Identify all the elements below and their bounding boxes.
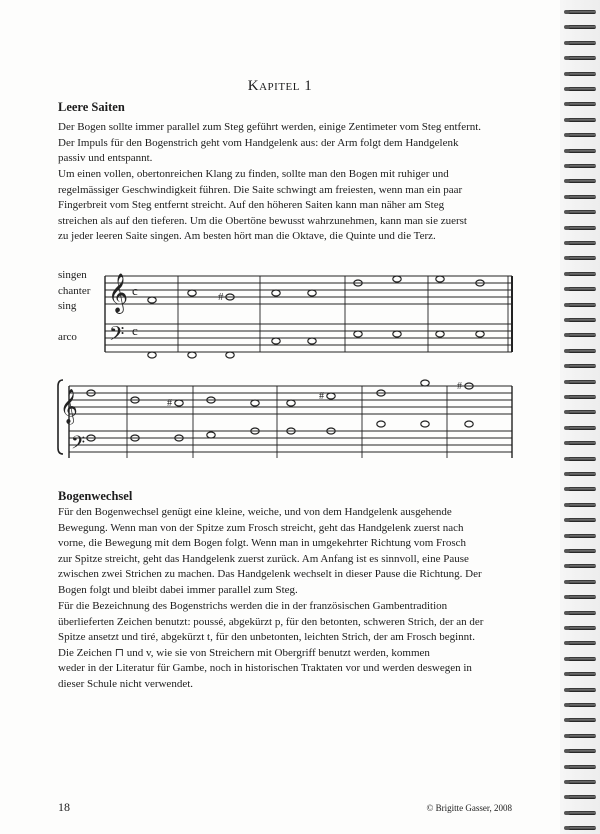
treble-clef-8-icon: 𝄞 — [60, 389, 78, 424]
spiral-ring — [566, 303, 596, 307]
spiral-ring — [566, 503, 596, 507]
text-line: dieser Schule nicht verwendet. — [58, 677, 194, 690]
spiral-ring — [566, 749, 596, 753]
spiral-ring — [566, 333, 596, 337]
spiral-ring — [566, 133, 596, 137]
spiral-ring — [566, 349, 596, 353]
spiral-ring — [566, 472, 596, 476]
label-singen: singen — [58, 269, 87, 281]
spiral-ring — [566, 102, 596, 106]
text-line: zur Spitze streicht, geht das Handgelenk zuerst zurück. Am Anfang ist es sinnvoll, eine Pause — [58, 552, 469, 565]
spiral-ring — [566, 364, 596, 368]
text-line: Um einen vollen, obertonreichen Klang zu finden, sollte man den Bogen mit ruhiger und — [58, 168, 449, 180]
spiral-ring — [566, 10, 596, 14]
spiral-binding — [560, 0, 600, 834]
spiral-ring — [566, 195, 596, 199]
spiral-ring — [566, 72, 596, 76]
text-line: Der Impuls für den Bogenstrich geht vom Handgelenk aus: der Arm folgt dem Handgelenk — [58, 136, 459, 149]
spiral-ring — [566, 487, 596, 491]
svg-text:#: # — [218, 291, 224, 303]
spiral-ring — [566, 641, 596, 645]
spiral-ring — [566, 41, 596, 45]
spiral-ring — [566, 734, 596, 738]
spiral-ring — [566, 241, 596, 245]
music-system-2 — [55, 376, 520, 458]
section-heading-bogenwechsel: Bogenwechsel — [58, 489, 133, 503]
text-line: streichen als auf den tieferen. Um die Obertöne bewusst wahrzunehmen, kann man sie zuerst — [58, 214, 467, 227]
spiral-ring — [566, 149, 596, 153]
text-line: weder in der Literatur für Gambe, noch in historischen Traktaten vor und werden deswegen in — [58, 662, 472, 675]
spiral-ring — [566, 118, 596, 122]
spiral-ring — [566, 703, 596, 707]
text-line: Für die Bezeichnung des Bogenstrichs werden die in der französischen Gambentradition — [58, 600, 448, 612]
label-arco: arco — [58, 331, 77, 343]
spiral-ring — [566, 626, 596, 630]
spiral-ring — [566, 210, 596, 214]
text-line: überlieferten Zeichen benutzt: poussé, abgekürzt p, für den betonten, schweren Strich, der an der — [58, 615, 484, 628]
page-number: 18 — [58, 800, 70, 814]
spiral-ring — [566, 318, 596, 322]
spiral-ring — [566, 826, 596, 830]
bass-clef-icon: 𝄢 — [71, 433, 86, 458]
spiral-ring — [566, 287, 596, 291]
spiral-ring — [566, 164, 596, 168]
spiral-ring — [566, 672, 596, 676]
text-line: Die Zeichen ⊓ und v, wie sie von Streichern mit Obergriff benutzt werden, kommen — [58, 646, 430, 659]
text-line: passiv und entspannt. — [58, 152, 153, 165]
bass-clef-icon: 𝄢 — [109, 322, 125, 350]
svg-text:c: c — [132, 283, 138, 298]
spiral-ring — [566, 395, 596, 399]
svg-text:#: # — [167, 398, 172, 409]
section-heading-leere-saiten: Leere Saiten — [58, 100, 125, 114]
chapter-title: Kapitel 1 — [247, 78, 313, 94]
music-system-1 — [100, 262, 520, 362]
spiral-ring — [566, 25, 596, 29]
spiral-ring — [566, 256, 596, 260]
spiral-ring — [566, 457, 596, 461]
spiral-ring — [566, 426, 596, 430]
spiral-ring — [566, 380, 596, 384]
spiral-ring — [566, 564, 596, 568]
spiral-ring — [566, 780, 596, 784]
label-chanter: chanter — [58, 285, 91, 297]
spiral-ring — [566, 56, 596, 60]
spiral-ring — [566, 441, 596, 445]
paragraph-bogenwechsel-1 — [58, 505, 514, 599]
svg-text:#: # — [457, 381, 462, 392]
spiral-ring — [566, 765, 596, 769]
text-line: Fingerbreit vom Steg entfernt streicht. Auf den höheren Saiten kann man näher am Steg — [58, 199, 445, 212]
spiral-ring — [566, 549, 596, 553]
text-line: Spitze ansetzt und tiré, abgekürzt t, für den unbetonten, leichten Strich, der am Frosch beginnt. — [58, 631, 475, 644]
paragraph-leere-saiten-1 — [58, 120, 514, 167]
text-line: zwischen zwei Strichen zu machen. Das Handgelenk wechselt in dieser Pause die Richtung. Der — [58, 568, 482, 581]
text-line: vorne, die Bewegung mit dem Bogen folgt. Wenn man in umgekehrter Richtung vom Frosch — [58, 537, 466, 550]
label-sing: sing — [58, 300, 77, 312]
text-line: Bogen folgt und bleibt dabei immer parallel zum Steg. — [58, 583, 298, 596]
spiral-ring — [566, 718, 596, 722]
spiral-ring — [566, 179, 596, 183]
spiral-ring — [566, 410, 596, 414]
spiral-ring — [566, 595, 596, 599]
spiral-ring — [566, 795, 596, 799]
treble-clef-icon: 𝄞 — [108, 273, 129, 313]
text-line: Für den Bogenwechsel genügt eine kleine, weiche, und von dem Handgelenk ausgehende — [58, 506, 452, 518]
spiral-ring — [566, 611, 596, 615]
copyright-notice: © Brigitte Gasser, 2008 — [426, 803, 512, 813]
spiral-ring — [566, 657, 596, 661]
text-line: Der Bogen sollte immer parallel zum Steg geführt werden, einige Zentimeter vom Steg entfernt. — [58, 121, 482, 133]
svg-text:#: # — [319, 391, 324, 402]
spiral-ring — [566, 688, 596, 692]
paragraph-leere-saiten-2 — [58, 167, 514, 245]
spiral-ring — [566, 226, 596, 230]
spiral-ring — [566, 534, 596, 538]
spiral-ring — [566, 580, 596, 584]
text-line: Bewegung. Wenn man von der Spitze zum Frosch streicht, geht das Handgelenk zuerst nach — [58, 521, 464, 534]
paragraph-bogenwechsel-2 — [58, 599, 514, 693]
spiral-ring — [566, 272, 596, 276]
spiral-ring — [566, 518, 596, 522]
text-line: zu jeder leeren Saite singen. Am besten hört man die Oktave, die Quinte und die Terz. — [58, 230, 436, 243]
svg-text:c: c — [132, 323, 138, 338]
text-line: regelmässiger Geschwindigkeit führen. Die Saite schwingt am freiesten, wenn man ein paar — [58, 183, 463, 196]
spiral-ring — [566, 87, 596, 91]
spiral-ring — [566, 811, 596, 815]
